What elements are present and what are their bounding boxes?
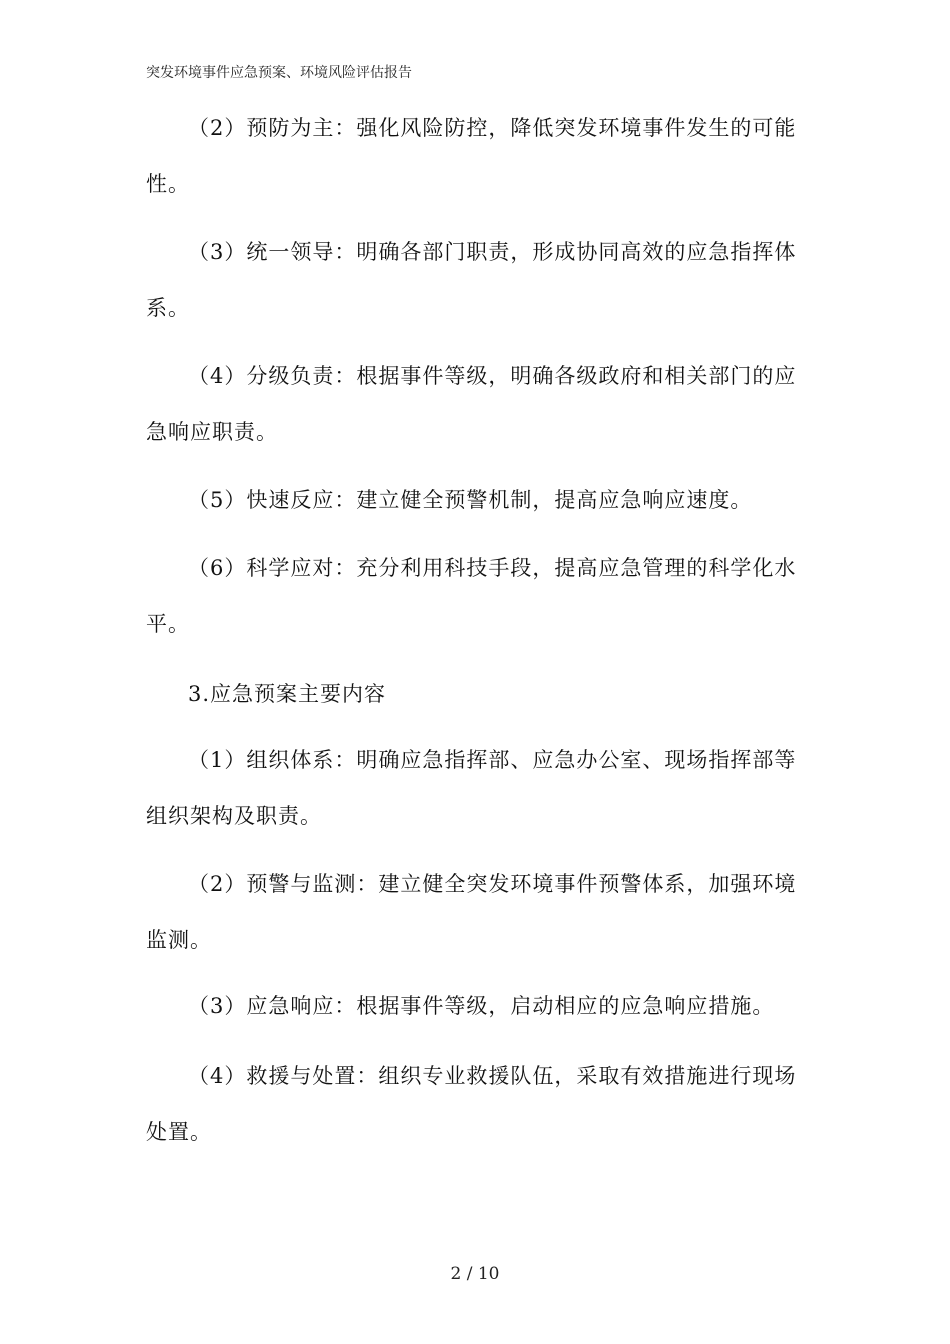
paragraph-prevention: （2）预防为主：强化风险防控，降低突发环境事件发生的可能性。 [146,116,797,196]
page-header: 突发环境事件应急预案、环境风险评估报告 [146,65,412,81]
paragraph-organization: （1）组织体系：明确应急指挥部、应急办公室、现场指挥部等组织架构及职责。 [146,748,797,828]
paragraph-emergency-response: （3）应急响应：根据事件等级，启动相应的应急响应措施。 [188,994,775,1018]
paragraph-scientific-response: （6）科学应对：充分利用科技手段，提高应急管理的科学化水平。 [146,556,797,636]
paragraph-warning-monitoring: （2）预警与监测：建立健全突发环境事件预警体系，加强环境监测。 [146,872,797,952]
paragraph-rescue-disposal: （4）救援与处置：组织专业救援队伍，采取有效措施进行现场处置。 [146,1064,797,1144]
paragraph-unified-leadership: （3）统一领导：明确各部门职责，形成协同高效的应急指挥体系。 [146,240,797,320]
page-number: 2 / 10 [450,1264,500,1284]
section-heading: 3.应急预案主要内容 [188,682,387,706]
paragraph-rapid-response: （5）快速反应：建立健全预警机制，提高应急响应速度。 [188,488,753,512]
paragraph-graded-responsibility: （4）分级负责：根据事件等级，明确各级政府和相关部门的应急响应职责。 [146,364,797,444]
